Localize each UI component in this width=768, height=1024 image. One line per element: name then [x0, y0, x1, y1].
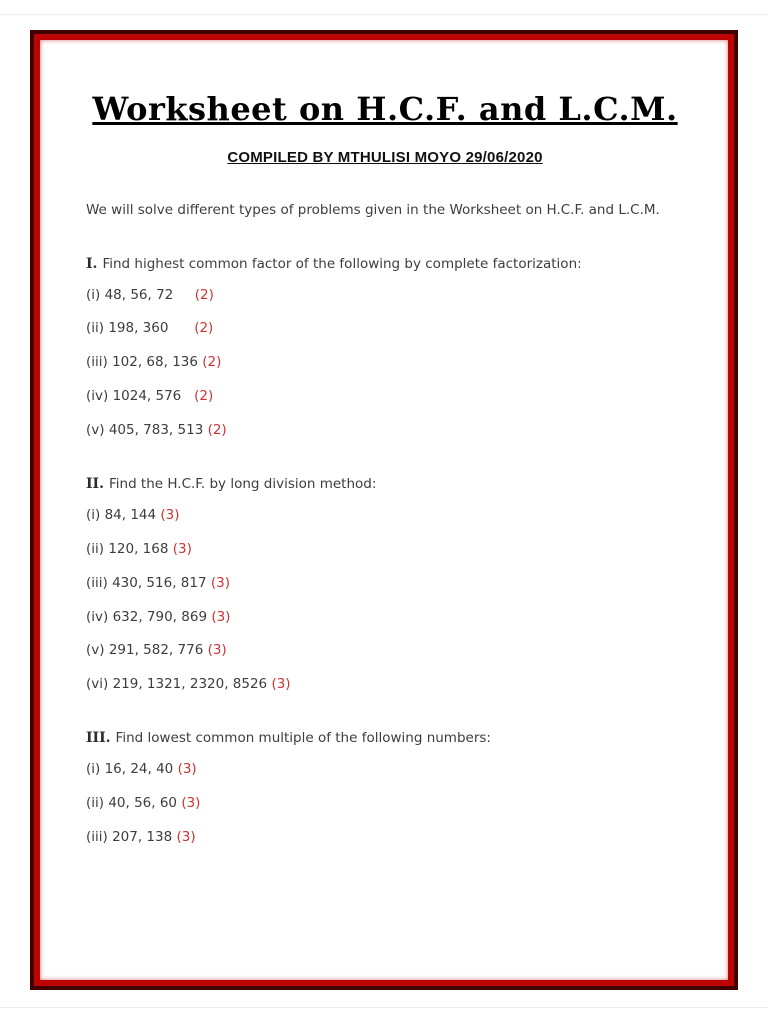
section-heading — [86, 254, 684, 276]
section-i — [86, 254, 684, 441]
item-text: (i) 48, 56, 72 — [86, 286, 195, 303]
worksheet-item — [86, 386, 684, 407]
section-ii — [86, 474, 684, 695]
worksheet-item — [86, 640, 684, 661]
item-text: (vi) 219, 1321, 2320, 8526 — [86, 676, 272, 693]
page-subtitle: COMPILED BY MTHULISI MOYO 29/06/2020 — [227, 149, 543, 167]
item-text: (iv) 632, 790, 869 — [86, 608, 212, 625]
worksheet-item — [86, 607, 684, 628]
intro-paragraph: We will solve different types of problems given in the Worksheet on H.C.F. and L.C.M. — [86, 201, 660, 218]
marks-badge: (2) — [194, 388, 214, 405]
marks-badge: (3) — [176, 828, 196, 845]
document-page — [34, 34, 734, 986]
marks-badge: (3) — [160, 506, 180, 523]
item-text: (iv) 1024, 576 — [86, 388, 195, 405]
section-numeral: II. — [86, 476, 104, 493]
page-separator-top — [0, 14, 768, 15]
item-text: (v) 405, 783, 513 — [86, 422, 208, 439]
section-heading-text: Find the H.C.F. by long division method: — [108, 476, 377, 493]
item-text: (ii) 120, 168 — [86, 540, 173, 557]
marks-badge: (2) — [202, 354, 222, 371]
worksheet-item — [86, 352, 684, 373]
page-title: Worksheet on H.C.F. and L.C.M. — [92, 90, 678, 128]
marks-badge: (3) — [172, 540, 192, 557]
worksheet-item — [86, 674, 684, 695]
item-text: (ii) 198, 360 — [86, 320, 195, 337]
marks-badge: (3) — [181, 794, 201, 811]
marks-badge: (2) — [194, 286, 214, 303]
item-text: (ii) 40, 56, 60 — [86, 794, 182, 811]
marks-badge: (3) — [207, 642, 227, 659]
section-heading-text: Find lowest common multiple of the following numbers: — [115, 730, 491, 747]
worksheet-item — [86, 505, 684, 526]
marks-badge: (2) — [194, 320, 214, 337]
item-text: (iii) 102, 68, 136 — [86, 354, 203, 371]
worksheet-item — [86, 420, 684, 441]
marks-badge: (3) — [210, 574, 230, 591]
section-numeral: III. — [86, 730, 111, 747]
marks-badge: (2) — [207, 422, 227, 439]
worksheet-item — [86, 793, 684, 814]
item-text: (i) 84, 144 — [86, 506, 161, 523]
worksheet-item — [86, 539, 684, 560]
section-iii — [86, 728, 684, 847]
worksheet-item — [86, 318, 684, 339]
marks-badge: (3) — [271, 676, 291, 693]
document-border — [30, 30, 738, 990]
marks-badge: (3) — [177, 761, 197, 778]
worksheet-item — [86, 759, 684, 780]
worksheet-item — [86, 827, 684, 848]
item-text: (i) 16, 24, 40 — [86, 761, 178, 778]
worksheet-item — [86, 285, 684, 306]
section-heading-text: Find highest common factor of the following by complete factorization: — [102, 255, 582, 272]
marks-badge: (3) — [211, 608, 231, 625]
worksheet-item — [86, 573, 684, 594]
section-heading — [86, 474, 684, 496]
page-separator-bottom — [0, 1007, 768, 1008]
item-text: (iii) 430, 516, 817 — [86, 574, 211, 591]
item-text: (iii) 207, 138 — [86, 828, 177, 845]
section-heading — [86, 728, 684, 750]
section-numeral: I. — [86, 255, 98, 272]
item-text: (v) 291, 582, 776 — [86, 642, 208, 659]
